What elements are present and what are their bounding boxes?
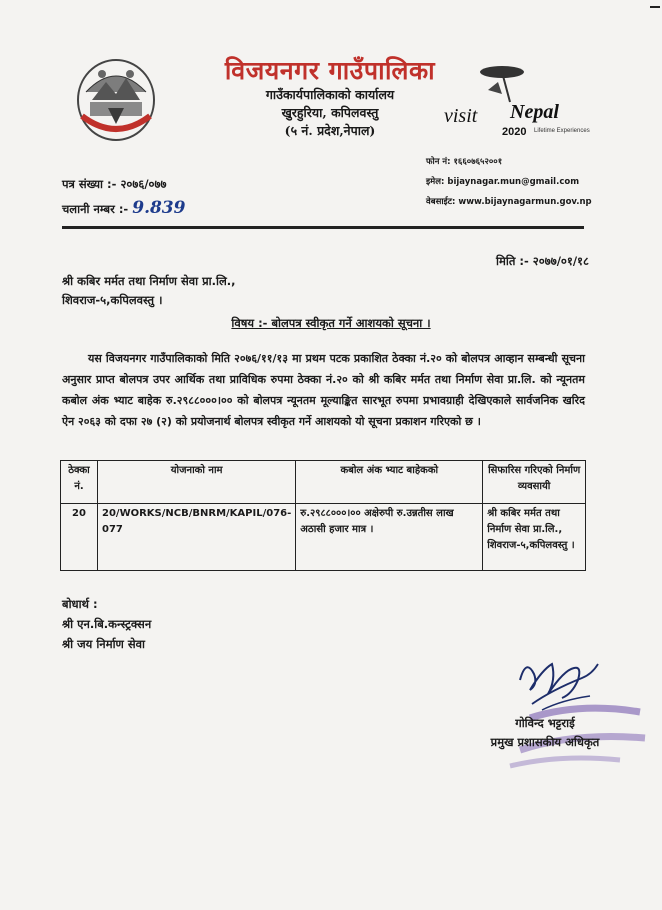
contact-block	[426, 152, 592, 212]
cell-project-name: 20/WORKS/NCB/BNRM/KAPIL/076-077	[98, 504, 296, 571]
cc-item: श्री एन.बि.कन्स्ट्रक्सन	[62, 617, 152, 631]
phone-text: फोन नं: १६६०७६५२००१	[426, 157, 503, 167]
dispatch-number-label: चलानी नम्बर :-	[62, 202, 129, 216]
email-text: इमेल: bijaynagar.mun@gmail.com	[426, 177, 580, 187]
cell-tender-no: 20	[61, 504, 98, 571]
dispatch-number	[62, 196, 185, 221]
col-header-tender-no: ठेक्का नं.	[61, 461, 98, 504]
addressee-line-2: शिवराज-५,कपिलवस्तु ।	[62, 293, 163, 307]
letterhead	[210, 56, 450, 140]
letter-number-label: पत्र संख्या :-	[62, 177, 117, 191]
letter-number	[62, 172, 185, 196]
letter-date: मिति :- २०७७/०१/१८	[496, 254, 590, 268]
website-text: वेबसाईट: www.bijaynagarmun.gov.np	[426, 197, 592, 207]
letter-number-value: २०७६/०७७	[120, 177, 167, 191]
office-line-3: (५ नं. प्रदेश,नेपाल)	[284, 123, 376, 138]
subject-text: विषय :- बोलपत्र स्वीकृत गर्ने आशयको सूचना ।	[231, 316, 431, 330]
reference-block	[62, 172, 185, 221]
tender-table	[60, 460, 586, 571]
visit-nepal-logo-icon	[440, 60, 590, 140]
table-header-row	[61, 461, 586, 504]
signatory-block	[470, 714, 620, 752]
office-line-1: गाउँकार्यपालिकाको कार्यालय	[265, 87, 395, 102]
signatory-title: प्रमुख प्रशासकीय अधिकृत	[490, 735, 600, 749]
table-row	[61, 504, 586, 571]
cc-label: बोधार्थ :	[62, 597, 98, 611]
cell-recommended-contractor: श्री कबिर मर्मत तथा निर्माण सेवा प्रा.लि., शिवराज-५,कपिलवस्तु ।	[483, 504, 586, 571]
office-line-2: खुरहुरिया, कपिलवस्तु	[281, 105, 379, 120]
col-header-recommended-contractor: सिफारिस गरिएको निर्माण व्यवसायी	[483, 461, 586, 504]
edge-mark	[650, 6, 660, 8]
tagline-text: Lifetime Experiences	[534, 128, 590, 134]
col-header-bid-amount: कबोल अंक भ्याट बाहेकको	[296, 461, 483, 504]
addressee-block	[62, 272, 236, 310]
dispatch-number-value: 9.839	[132, 198, 186, 218]
addressee-line-1: श्री कबिर मर्मत तथा निर्माण सेवा प्रा.लि.,	[62, 274, 236, 288]
visit-text: visit	[444, 105, 478, 127]
org-name: विजयनगर गाउँपालिका	[224, 56, 436, 85]
cc-block	[62, 594, 151, 654]
cell-bid-amount: रु.२९८८०००।०० अक्षेरुपी रु.उन्नतीस लाख अठासी हजार मात्र ।	[296, 504, 483, 571]
nepal-text: Nepal	[510, 101, 559, 123]
nepal-emblem-icon	[72, 52, 160, 144]
col-header-project-name: योजनाको नाम	[98, 461, 296, 504]
year-text: 2020	[502, 126, 527, 138]
subject-line	[0, 316, 662, 331]
cc-item: श्री जय निर्माण सेवा	[62, 637, 146, 651]
body-paragraph: यस विजयनगर गाउँपालिकाको मिति २०७६/११/१३ मा प्रथम पटक प्रकाशित ठेक्का नं.२० को बोलपत्र आव्हान सम्बन्धी सूचना अनुसार प्राप्त बोलपत्र उपर आर्थिक तथा प्राविधिक रुपमा ठेक्का नं.२० को श्री कबिर मर्मत तथा निर्माण सेवा प्रा.लि. को न्यूनतम कबोल अंक भ्याट बाहेक रु.२९८८०००।०० को बोलपत्र न्यूनतम मूल्याङ्कित सारभूत रुपमा प्रभावग्राही देखिएकाले सार्वजनिक खरिद ऐन २०६३ को दफा २७ (२) को प्रयोजनार्थ बोलपत्र स्वीकृत गर्ने आशयको यो सूचना प्रकाशन गरिएको छ ।	[62, 352, 585, 428]
signatory-name: गोविन्द भट्टराई	[515, 716, 575, 730]
header-divider	[62, 226, 584, 229]
